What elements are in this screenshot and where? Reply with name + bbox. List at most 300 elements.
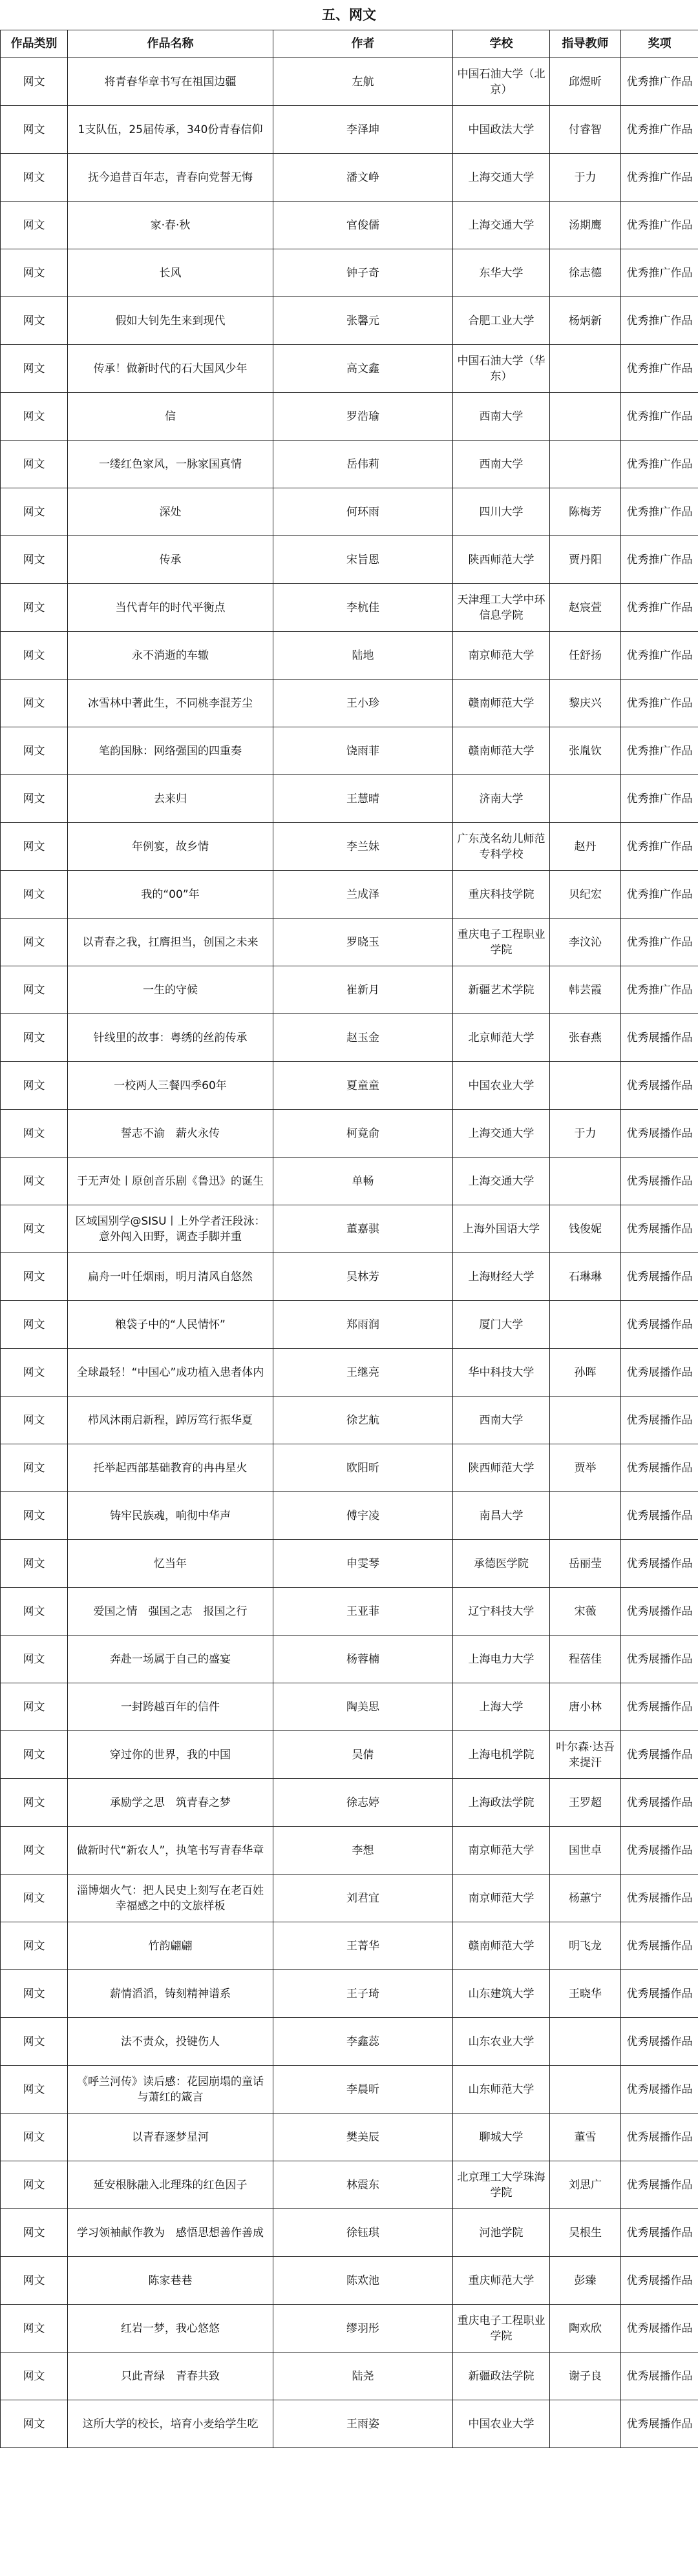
header-category: 作品类别 [1,30,68,58]
cell-author: 李泽坤 [273,106,453,154]
cell-category: 网文 [1,536,68,584]
cell-category: 网文 [1,441,68,488]
cell-award: 优秀展播作品 [621,1014,698,1062]
cell-school: 上海政法学院 [453,1779,550,1827]
cell-title: 去来归 [68,775,273,823]
cell-award: 优秀推广作品 [621,106,698,154]
cell-school: 西南大学 [453,441,550,488]
cell-title: 笔韵国脉：网络强国的四重奏 [68,727,273,775]
cell-author: 陆尧 [273,2353,453,2400]
cell-award: 优秀展播作品 [621,2161,698,2209]
table-row [1,1205,698,1253]
cell-category: 网文 [1,2400,68,2448]
cell-author: 申雯琴 [273,1540,453,1588]
header-author: 作者 [273,30,453,58]
cell-title: 传承 [68,536,273,584]
cell-school: 陕西师范大学 [453,536,550,584]
cell-author: 杨蓉楠 [273,1636,453,1683]
cell-title: 这所大学的校长，培育小麦给学生吃 [68,2400,273,2448]
cell-school: 北京理工大学珠海学院 [453,2161,550,2209]
cell-category: 网文 [1,1636,68,1683]
cell-title: 做新时代“新农人”，执笔书写青春华章 [68,1827,273,1875]
cell-award: 优秀展播作品 [621,1397,698,1444]
cell-school: 厦门大学 [453,1301,550,1349]
table-row [1,1970,698,2018]
cell-teacher: 谢子良 [550,2353,621,2400]
cell-category: 网文 [1,1540,68,1588]
cell-title: 托举起西部基础教育的冉冉星火 [68,1444,273,1492]
cell-teacher: 张春燕 [550,1014,621,1062]
cell-award: 优秀推广作品 [621,202,698,249]
cell-school: 重庆科技学院 [453,871,550,919]
cell-award: 优秀展播作品 [621,1636,698,1683]
cell-award: 优秀展播作品 [621,1970,698,2018]
cell-author: 王亚菲 [273,1588,453,1636]
cell-teacher [550,1397,621,1444]
cell-author: 王子琦 [273,1970,453,2018]
cell-teacher: 明飞龙 [550,1922,621,1970]
cell-award: 优秀推广作品 [621,345,698,393]
cell-author: 徐志婷 [273,1779,453,1827]
cell-award: 优秀展播作品 [621,1922,698,1970]
table-row [1,919,698,966]
cell-award: 优秀展播作品 [621,1444,698,1492]
cell-school: 辽宁科技大学 [453,1588,550,1636]
cell-title: 抚今追昔百年志，青春向党誓无悔 [68,154,273,202]
cell-category: 网文 [1,1397,68,1444]
table-row [1,2257,698,2305]
cell-title: 区域国别学@SISU丨上外学者汪段泳：意外闯入田野，调查手脚并重 [68,1205,273,1253]
cell-author: 李想 [273,1827,453,1875]
cell-school: 河池学院 [453,2209,550,2257]
cell-category: 网文 [1,2161,68,2209]
cell-school: 西南大学 [453,393,550,441]
cell-category: 网文 [1,1970,68,2018]
cell-author: 傅宇凌 [273,1492,453,1540]
cell-category: 网文 [1,393,68,441]
cell-teacher: 唐小林 [550,1683,621,1731]
cell-award: 优秀推广作品 [621,536,698,584]
section-title: 五、网文 [322,7,376,23]
cell-school: 山东农业大学 [453,2018,550,2066]
cell-title: 法不责众，投键伤人 [68,2018,273,2066]
cell-school: 上海电机学院 [453,1731,550,1779]
cell-school: 广东茂名幼儿师范专科学校 [453,823,550,871]
cell-award: 优秀展播作品 [621,1588,698,1636]
cell-school: 南京师范大学 [453,632,550,680]
cell-author: 饶雨菲 [273,727,453,775]
cell-category: 网文 [1,58,68,106]
cell-teacher: 贾丹阳 [550,536,621,584]
table-row [1,2066,698,2114]
cell-title: 我的“00”年 [68,871,273,919]
cell-teacher: 韩芸霞 [550,966,621,1014]
table-row [1,202,698,249]
cell-title: 针线里的故事：粤绣的丝韵传承 [68,1014,273,1062]
cell-title: 长风 [68,249,273,297]
cell-school: 中国农业大学 [453,1062,550,1110]
header-teacher: 指导教师 [550,30,621,58]
cell-teacher [550,1062,621,1110]
cell-award: 优秀展播作品 [621,1683,698,1731]
cell-author: 吴倩 [273,1731,453,1779]
cell-author: 罗浩瑜 [273,393,453,441]
table-row [1,441,698,488]
table-row [1,1062,698,1110]
cell-school: 重庆电子工程职业学院 [453,2305,550,2353]
cell-category: 网文 [1,1827,68,1875]
cell-school: 上海大学 [453,1683,550,1731]
cell-author: 赵玉金 [273,1014,453,1062]
cell-category: 网文 [1,871,68,919]
cell-award: 优秀展播作品 [621,2209,698,2257]
cell-award: 优秀展播作品 [621,1253,698,1301]
cell-title: 当代青年的时代平衡点 [68,584,273,632]
table-row [1,2305,698,2353]
table-body [1,58,698,2448]
table-row [1,1301,698,1349]
cell-author: 潘文峥 [273,154,453,202]
table-row [1,58,698,106]
cell-teacher [550,1492,621,1540]
table-row [1,871,698,919]
cell-award: 优秀推广作品 [621,919,698,966]
cell-title: 栉风沐雨启新程，踔厉笃行振华夏 [68,1397,273,1444]
cell-author: 何环雨 [273,488,453,536]
cell-school: 上海交通大学 [453,1158,550,1205]
cell-category: 网文 [1,202,68,249]
cell-award: 优秀推广作品 [621,154,698,202]
cell-category: 网文 [1,1875,68,1922]
cell-author: 董嘉骐 [273,1205,453,1253]
table-row [1,680,698,727]
cell-title: 1支队伍，25届传承，340份青春信仰 [68,106,273,154]
cell-teacher: 汤期鹰 [550,202,621,249]
cell-author: 罗晓玉 [273,919,453,966]
cell-title: 奔赴一场属于自己的盛宴 [68,1636,273,1683]
header-title: 作品名称 [68,30,273,58]
cell-category: 网文 [1,1301,68,1349]
cell-author: 樊美辰 [273,2114,453,2161]
cell-teacher [550,1301,621,1349]
cell-title: 假如大钊先生来到现代 [68,297,273,345]
cell-author: 李杭佳 [273,584,453,632]
cell-school: 上海交通大学 [453,202,550,249]
cell-teacher: 孙晖 [550,1349,621,1397]
cell-teacher: 于力 [550,154,621,202]
cell-award: 优秀展播作品 [621,2257,698,2305]
cell-category: 网文 [1,297,68,345]
cell-author: 崔新月 [273,966,453,1014]
cell-title: 全球最轻！“中国心”成功植入患者体内 [68,1349,273,1397]
cell-award: 优秀展播作品 [621,1779,698,1827]
cell-school: 中国政法大学 [453,106,550,154]
cell-teacher: 徐志德 [550,249,621,297]
cell-teacher: 吴根生 [550,2209,621,2257]
cell-author: 高文鑫 [273,345,453,393]
table-row [1,1540,698,1588]
cell-author: 张馨元 [273,297,453,345]
cell-award: 优秀展播作品 [621,1731,698,1779]
table-row [1,1158,698,1205]
cell-title: 一封跨越百年的信件 [68,1683,273,1731]
cell-author: 左航 [273,58,453,106]
cell-category: 网文 [1,1683,68,1731]
cell-title: 粮袋子中的“人民情怀” [68,1301,273,1349]
table-row [1,393,698,441]
cell-author: 王小珍 [273,680,453,727]
cell-category: 网文 [1,1014,68,1062]
cell-teacher: 王晓华 [550,1970,621,2018]
cell-school: 上海电力大学 [453,1636,550,1683]
table-row [1,2209,698,2257]
cell-category: 网文 [1,2018,68,2066]
cell-category: 网文 [1,632,68,680]
cell-category: 网文 [1,1779,68,1827]
cell-author: 李鑫蕊 [273,2018,453,2066]
cell-award: 优秀推广作品 [621,58,698,106]
cell-category: 网文 [1,1349,68,1397]
cell-teacher: 黎庆兴 [550,680,621,727]
cell-school: 中国石油大学（北京） [453,58,550,106]
cell-title: 于无声处丨原创音乐剧《鲁迅》的诞生 [68,1158,273,1205]
cell-teacher: 张胤钦 [550,727,621,775]
cell-author: 官俊儒 [273,202,453,249]
cell-teacher: 杨炳新 [550,297,621,345]
table-row [1,632,698,680]
cell-title: 以青春逐梦星河 [68,2114,273,2161]
cell-school: 中国石油大学（华东） [453,345,550,393]
cell-category: 网文 [1,1205,68,1253]
cell-award: 优秀推广作品 [621,966,698,1014]
cell-title: 穿过你的世界，我的中国 [68,1731,273,1779]
cell-award: 优秀展播作品 [621,1827,698,1875]
table-row [1,1397,698,1444]
table-row [1,1253,698,1301]
cell-school: 合肥工业大学 [453,297,550,345]
cell-teacher: 于力 [550,1110,621,1158]
cell-school: 山东建筑大学 [453,1970,550,2018]
table-row [1,2018,698,2066]
cell-teacher: 贝纪宏 [550,871,621,919]
cell-school: 华中科技大学 [453,1349,550,1397]
table-row [1,1827,698,1875]
cell-teacher: 叶尔森·达吾来提汗 [550,1731,621,1779]
cell-title: 延安根脉融入北理珠的红色因子 [68,2161,273,2209]
cell-category: 网文 [1,154,68,202]
cell-school: 上海财经大学 [453,1253,550,1301]
cell-award: 优秀推广作品 [621,823,698,871]
cell-teacher: 宋薇 [550,1588,621,1636]
cell-award: 优秀展播作品 [621,2353,698,2400]
cell-award: 优秀展播作品 [621,2305,698,2353]
table-row [1,106,698,154]
cell-author: 李晨昕 [273,2066,453,2114]
cell-teacher [550,441,621,488]
cell-school: 上海交通大学 [453,154,550,202]
cell-author: 缪羽彤 [273,2305,453,2353]
cell-award: 优秀推广作品 [621,632,698,680]
cell-award: 优秀推广作品 [621,584,698,632]
cell-school: 赣南师范大学 [453,680,550,727]
cell-title: 薪情滔滔，铸刻精神谱系 [68,1970,273,2018]
cell-school: 承德医学院 [453,1540,550,1588]
cell-award: 优秀展播作品 [621,1875,698,1922]
table-row [1,727,698,775]
cell-title: 家·春·秋 [68,202,273,249]
header-row [1,30,698,58]
cell-title: 将青春华章书写在祖国边疆 [68,58,273,106]
cell-author: 王继亮 [273,1349,453,1397]
cell-award: 优秀推广作品 [621,871,698,919]
cell-author: 王菁华 [273,1922,453,1970]
cell-author: 李兰妹 [273,823,453,871]
cell-author: 陶美思 [273,1683,453,1731]
cell-award: 优秀展播作品 [621,1062,698,1110]
cell-award: 优秀推广作品 [621,441,698,488]
table-row [1,1636,698,1683]
cell-school: 陕西师范大学 [453,1444,550,1492]
table-row [1,2353,698,2400]
table-row [1,1110,698,1158]
cell-category: 网文 [1,1253,68,1301]
table-row [1,249,698,297]
cell-award: 优秀推广作品 [621,249,698,297]
table-row [1,536,698,584]
cell-award: 优秀展播作品 [621,2018,698,2066]
cell-award: 优秀推广作品 [621,775,698,823]
table-row [1,2114,698,2161]
cell-author: 林震东 [273,2161,453,2209]
cell-award: 优秀展播作品 [621,1301,698,1349]
cell-title: 冰雪林中著此生，不同桃李混芳尘 [68,680,273,727]
table-row [1,775,698,823]
cell-teacher [550,393,621,441]
awards-table [0,30,698,2448]
cell-category: 网文 [1,1922,68,1970]
table-row [1,488,698,536]
table-row [1,966,698,1014]
cell-category: 网文 [1,2066,68,2114]
cell-author: 钟子奇 [273,249,453,297]
cell-teacher: 邱煜昕 [550,58,621,106]
cell-school: 四川大学 [453,488,550,536]
table-row [1,1731,698,1779]
cell-author: 陈欢池 [273,2257,453,2305]
table-row [1,1588,698,1636]
cell-award: 优秀展播作品 [621,1110,698,1158]
cell-teacher: 陈梅芳 [550,488,621,536]
cell-school: 天津理工大学中环信息学院 [453,584,550,632]
cell-award: 优秀推广作品 [621,680,698,727]
cell-school: 聊城大学 [453,2114,550,2161]
cell-title: 誓志不渝 薪火永传 [68,1110,273,1158]
cell-teacher [550,2400,621,2448]
cell-author: 单畅 [273,1158,453,1205]
table-row [1,1683,698,1731]
cell-title: 爱国之情 强国之志 报国之行 [68,1588,273,1636]
cell-author: 徐艺航 [273,1397,453,1444]
table-row [1,345,698,393]
cell-school: 新疆艺术学院 [453,966,550,1014]
cell-author: 柯竟俞 [273,1110,453,1158]
cell-award: 优秀展播作品 [621,2114,698,2161]
cell-title: 红岩一梦，我心悠悠 [68,2305,273,2353]
cell-title: 只此青绿 青春共致 [68,2353,273,2400]
table-row [1,1014,698,1062]
cell-teacher [550,2066,621,2114]
cell-title: 传承！做新时代的石大国风少年 [68,345,273,393]
cell-award: 优秀展播作品 [621,1349,698,1397]
cell-category: 网文 [1,2114,68,2161]
cell-title: 深处 [68,488,273,536]
cell-category: 网文 [1,727,68,775]
cell-author: 王雨姿 [273,2400,453,2448]
cell-title: 学习领袖献作教为 感悟思想善作善成 [68,2209,273,2257]
cell-teacher: 王罗超 [550,1779,621,1827]
cell-category: 网文 [1,1062,68,1110]
cell-category: 网文 [1,919,68,966]
table-row [1,1779,698,1827]
cell-title: 永不消逝的车辙 [68,632,273,680]
cell-category: 网文 [1,1492,68,1540]
cell-category: 网文 [1,345,68,393]
cell-teacher: 赵宸萱 [550,584,621,632]
cell-title: 一校两人三餐四季60年 [68,1062,273,1110]
cell-author: 郑雨润 [273,1301,453,1349]
cell-school: 中国农业大学 [453,2400,550,2448]
cell-teacher: 贾举 [550,1444,621,1492]
cell-school: 南昌大学 [453,1492,550,1540]
cell-award: 优秀展播作品 [621,1492,698,1540]
cell-title: 竹韵翩翩 [68,1922,273,1970]
cell-school: 南京师范大学 [453,1827,550,1875]
cell-school: 济南大学 [453,775,550,823]
cell-category: 网文 [1,1731,68,1779]
cell-teacher: 岳丽莹 [550,1540,621,1588]
cell-author: 徐钰琪 [273,2209,453,2257]
cell-category: 网文 [1,2209,68,2257]
cell-title: 忆当年 [68,1540,273,1588]
cell-category: 网文 [1,680,68,727]
cell-category: 网文 [1,1588,68,1636]
table-row [1,584,698,632]
cell-category: 网文 [1,2257,68,2305]
cell-school: 东华大学 [453,249,550,297]
cell-author: 王慧晴 [273,775,453,823]
cell-teacher: 李汶沁 [550,919,621,966]
cell-school: 北京师范大学 [453,1014,550,1062]
cell-author: 刘君宜 [273,1875,453,1922]
table-row [1,1875,698,1922]
table-row [1,1922,698,1970]
cell-author: 宋旨恩 [273,536,453,584]
cell-title: 信 [68,393,273,441]
header-school: 学校 [453,30,550,58]
cell-award: 优秀推广作品 [621,727,698,775]
cell-category: 网文 [1,2305,68,2353]
cell-teacher [550,345,621,393]
cell-title: 年例宴，故乡情 [68,823,273,871]
cell-teacher [550,1158,621,1205]
cell-teacher [550,775,621,823]
cell-category: 网文 [1,584,68,632]
cell-title: 铸牢民族魂，响彻中华声 [68,1492,273,1540]
cell-teacher: 彭臻 [550,2257,621,2305]
cell-title: 以青春之我，扛膺担当，创国之未来 [68,919,273,966]
cell-category: 网文 [1,488,68,536]
cell-school: 赣南师范大学 [453,1922,550,1970]
